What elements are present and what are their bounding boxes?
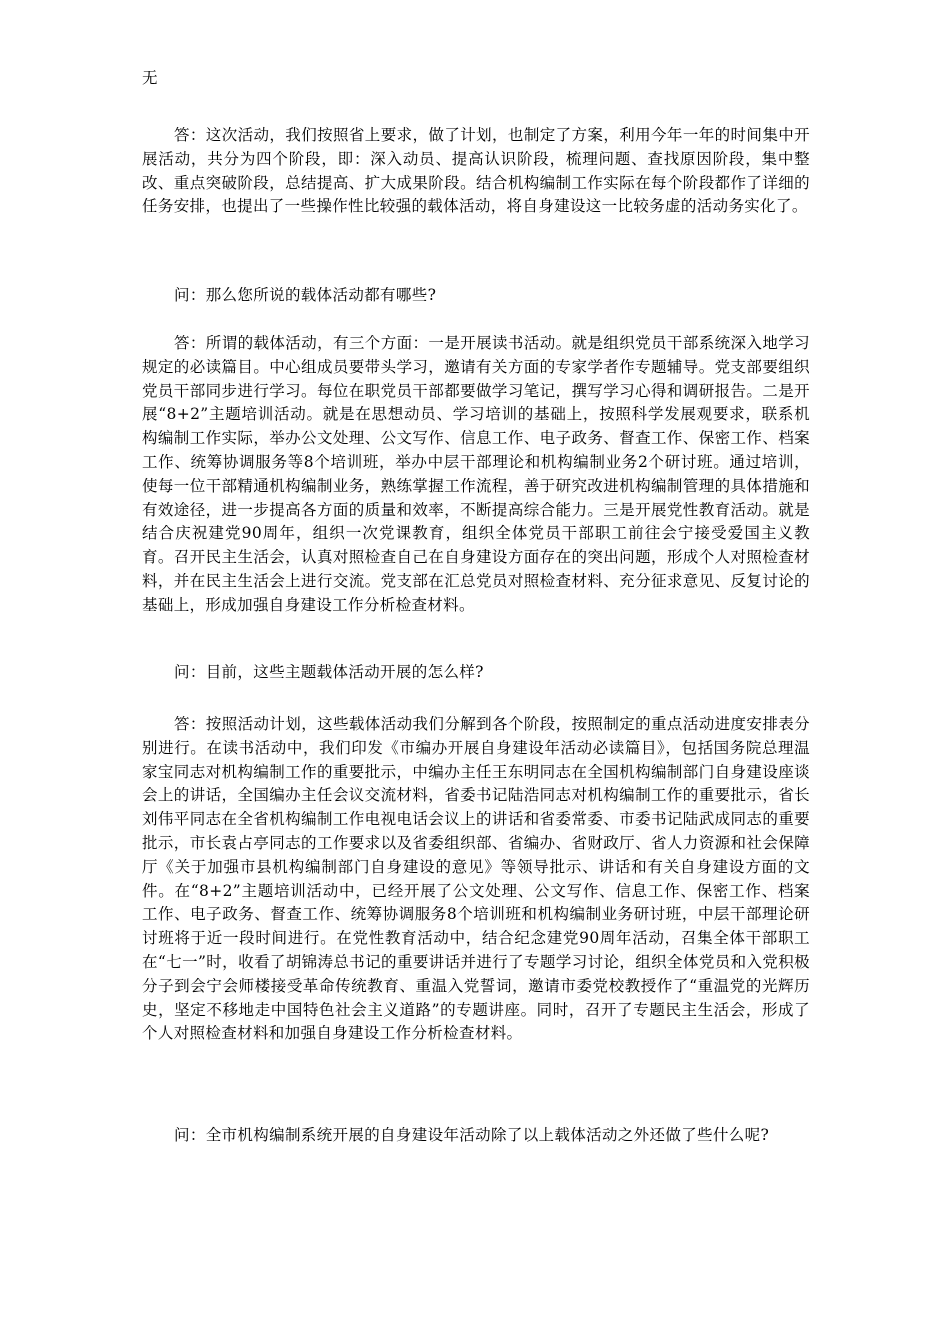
leading-text: 无	[142, 69, 158, 87]
answer-paragraph-3: 答：按照活动计划，这些载体活动我们分解到各个阶段，按照制定的重点活动进度安排表分别进行。在读书活动中，我们印发《市编办开展自身建设年活动必读篇目》，包括国务院总理温家宝同志对机构编制工作的重要批示，中编办主任王东明同志在全国机构编制部门自身建设座谈会上的讲话，全国编办主任会议交流材料，省委书记陆浩同志对机构编制工作的重要批示，省长刘伟平同志在全省机构编制工作电视电话会议上的讲话和省委常委、市委书记陆武成同志的重要批示，市长袁占亭同志的工作要求以及省委组织部、省编办、省财政厅、省人力资源和社会保障厅《关于加强市县机构编制部门自身建设的意见》等领导批示、讲话和有关自身建设方面的文件。在“8+2”主题培训活动中，已经开展了公文处理、公文写作、信息工作、保密工作、档案工作、电子政务、督查工作、统筹协调服务8个培训班和机构编制业务研讨班，中层干部理论研讨班将于近一段时间进行。在党性教育活动中，结合纪念建党90周年活动，召集全体干部职工在“七一”时，收看了胡锦涛总书记的重要讲话并进行了专题学习讨论，组织全体党员和入党积极分子到会宁会师楼接受革命传统教育、重温入党誓词，邀请市委党校教授作了“重温党的光辉历史，坚定不移地走中国特色社会主义道路”的专题讲座。同时，召开了专题民主生活会，形成了个人对照检查材料和加强自身建设工作分析检查材料。	[142, 715, 810, 1043]
question-paragraph-3: 问：全市机构编制系统开展的自身建设年活动除了以上载体活动之外还做了些什么呢?	[174, 1126, 770, 1144]
question-paragraph-1: 问：那么您所说的载体活动都有哪些?	[174, 286, 437, 304]
question-paragraph-2: 问：目前，这些主题载体活动开展的怎么样?	[174, 663, 484, 681]
answer-paragraph-2: 答：所谓的载体活动，有三个方面：一是开展读书活动。就是组织党员干部系统深入地学习规定的必读篇目。中心组成员要带头学习，邀请有关方面的专家学者作专题辅导。党支部要组织党员干部同步进行学习。每位在职党员干部都要做学习笔记，撰写学习心得和调研报告。二是开展“8+2”主题培训活动。就是在思想动员、学习培训的基础上，按照科学发展观要求，联系机构编制工作实际，举办公文处理、公文写作、信息工作、电子政务、督查工作、保密工作、档案工作、统筹协调服务等8个培训班，举办中层干部理论和机构编制业务2个研讨班。通过培训，使每一位干部精通机构编制业务，熟练掌握工作流程，善于研究改进机构编制管理的具体措施和有效途径，进一步提高各方面的质量和效率，不断提高综合能力。三是开展党性教育活动。就是结合庆祝建党90周年，组织一次党课教育，组织全体党员干部职工前往会宁接受爱国主义教育。召开民主生活会，认真对照检查自己在自身建设方面存在的突出问题，形成个人对照检查材料，并在民主生活会上进行交流。党支部在汇总党员对照检查材料、充分征求意见、反复讨论的基础上，形成加强自身建设工作分析检查材料。	[142, 334, 810, 614]
answer-paragraph-1: 答：这次活动，我们按照省上要求，做了计划，也制定了方案，利用今年一年的时间集中开展活动，共分为四个阶段，即：深入动员、提高认识阶段，梳理问题、查找原因阶段，集中整改、重点突破阶段，总结提高、扩大成果阶段。结合机构编制工作实际在每个阶段都作了详细的任务安排，也提出了一些操作性比较强的载体活动，将自身建设这一比较务虚的活动务实化了。	[142, 126, 810, 216]
